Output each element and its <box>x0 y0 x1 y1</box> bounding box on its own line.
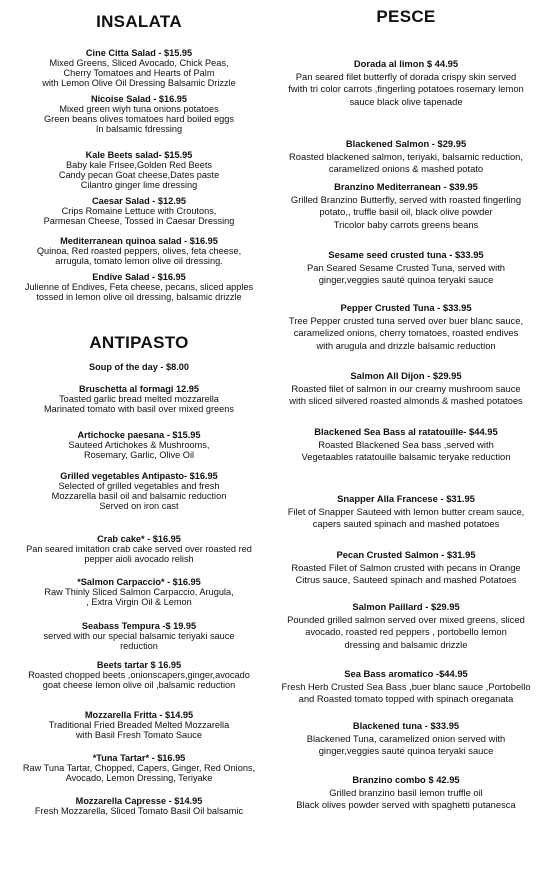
menu-item-description-line: Traditional Fried Breaded Melted Mozzarella <box>48 720 230 730</box>
menu-item-description-line: Crips Romaine Lettuce with Croutons, <box>61 206 217 216</box>
menu-item-description-line: capers sauted spinach and mashed potatoes <box>312 518 500 530</box>
menu-item <box>0 660 278 690</box>
menu-item-description-line: Rosemary, Garlic, Olive Oil <box>83 450 195 460</box>
menu-item <box>270 720 542 758</box>
menu-item-description-line: ginger,veggies sauté quinoa teryaki sauce <box>318 745 494 757</box>
menu-item <box>270 138 542 176</box>
menu-item-name: Beets tartar $ 16.95 <box>96 660 182 670</box>
menu-item <box>0 710 278 740</box>
menu-item-name: Sea Bass aromatico -$44.95 <box>344 668 468 679</box>
menu-item-name: Branzino combo $ 42.95 <box>352 774 460 785</box>
menu-item <box>0 753 278 783</box>
menu-item-name: Grilled vegetables Antipasto- $16.95 <box>60 471 218 481</box>
menu-item-description-line: Raw Thinly Sliced Salmon Carpaccio, Arugula, <box>44 587 234 597</box>
menu-item-description-line: and Roasted tomato topped with spinach oreganata <box>298 693 514 705</box>
menu-item-description-line: Candy pecan Goat cheese,Dates paste <box>58 170 220 180</box>
menu-item-description-line: served with our special balsamic teriyaki sauce <box>43 631 235 641</box>
menu-item-name: Blackened Salmon - $29.95 <box>345 138 467 149</box>
menu-item-description-line: Selected of grilled vegetables and fresh <box>58 481 220 491</box>
menu-item-name: Sesame seed crusted tuna - $33.95 <box>328 249 484 260</box>
menu-item-description-line: with arugula and drizzle balsamic reduction <box>316 339 496 351</box>
menu-item-description-line: goat cheese lemon olive oil ,balsamic reduction <box>42 680 236 690</box>
menu-item <box>270 774 542 812</box>
menu-item-name: Soup of the day - $8.00 <box>88 362 190 372</box>
menu-item-description-line: , Extra Virgin Oil & Lemon <box>86 597 192 607</box>
menu-item-description-line: with sliced silvered roasted almonds & mashed potatoes <box>289 395 523 407</box>
menu-item-description-line: Filet of Snapper Sauteed with lemon butter cream sauce, <box>287 505 525 517</box>
menu-item <box>0 362 278 372</box>
menu-item-description-line: with Lemon Olive Oil Dressing Balsamic Drizzle <box>42 78 236 88</box>
menu-item-description-line: Sauteed Artichokes & Mushrooms, <box>68 440 210 450</box>
menu-item-name: Bruschetta al formagi 12.95 <box>79 384 199 394</box>
menu-item <box>0 430 278 460</box>
menu-item-description-line: Pan seared imitation crab cake served over roasted red <box>26 544 252 554</box>
menu-item-description-line: Julienne of Endives, Feta cheese, pecans, sliced apples <box>24 282 254 292</box>
menu-item-description-line: Parmesan Cheese, Tossed in Caesar Dressing <box>43 216 235 226</box>
menu-item <box>0 94 278 134</box>
menu-item-name: *Salmon Carpaccio* - $16.95 <box>77 577 201 587</box>
menu-item <box>0 577 278 607</box>
menu-item-description-line: Roasted Blackened Sea bass ,served with <box>318 438 494 450</box>
menu-item-description-line: caramelized onions & mashed potato <box>328 163 484 175</box>
menu-item <box>0 150 278 190</box>
menu-item <box>0 796 278 816</box>
menu-item-description-line: Toasted garlic bread melted mozzarella <box>59 394 219 404</box>
menu-item-description-line: Roasted filet of salmon in our creamy mushroom sauce <box>291 382 521 394</box>
menu-item-name: Mozzarella Capresse - $14.95 <box>75 796 203 806</box>
menu-item-name: Endive Salad - $16.95 <box>92 272 186 282</box>
menu-item <box>0 236 278 266</box>
menu-item-name: Kale Beets salad- $15.95 <box>85 150 193 160</box>
menu-item-description-line: Pan Seared Sesame Crusted Tuna, served with <box>306 261 506 273</box>
menu-item-description-line: ginger,veggies sauté quinoa teryaki sauce <box>318 274 494 286</box>
menu-item-description-line: Roasted blackened salmon, teriyaki, balsamic reduction, <box>289 150 523 162</box>
menu-item-description-line: Quinoa, Red roasted peppers, olives, feta cheese, <box>36 246 242 256</box>
menu-item-name: Snapper Alla Francese - $31.95 <box>337 493 475 504</box>
menu-item-description-line: Roasted chopped beets ,onionscapers,ginger,avocado <box>28 670 250 680</box>
menu-item <box>0 48 278 88</box>
menu-item-description-line: Grilled Branzino Butterfly, served with roasted fingerling <box>290 193 522 205</box>
menu-item-description-line: Green beans olives tomatoes hard boiled eggs <box>44 114 234 124</box>
menu-item <box>0 621 278 651</box>
menu-item <box>270 370 542 408</box>
menu-item-description-line: Cherry Tomatoes and Hearts of Palm <box>63 68 215 78</box>
menu-item <box>0 471 278 511</box>
menu-item-name: Blackened Sea Bass al ratatouille- $44.95 <box>314 426 498 437</box>
menu-item-name: Mediterranean quinoa salad - $16.95 <box>60 236 218 246</box>
menu-item <box>270 668 542 706</box>
menu-item-description-line: Tree Pepper crusted tuna served over buer blanc sauce, <box>288 314 524 326</box>
section-title-insalata: INSALATA <box>96 12 182 31</box>
menu-item-name: Caesar Salad - $12.95 <box>92 196 186 206</box>
menu-item-description-line: reduction <box>120 641 158 651</box>
menu-item-name: Dorada al limon $ 44.95 <box>353 58 459 69</box>
menu-item-description-line: Tricolor baby carrots greens beans <box>333 218 479 230</box>
menu-item-name: Branzino Mediterranean - $39.95 <box>334 181 478 192</box>
menu-item-name: Nicoise Salad - $16.95 <box>90 94 187 104</box>
menu-item <box>270 493 542 531</box>
menu-item-name: Cine Citta Salad - $15.95 <box>85 48 193 58</box>
menu-item-description-line: Black olives powder served with spaghetti putanesca <box>296 799 516 811</box>
menu-item-description-line: In balsamic fdressing <box>95 124 183 134</box>
menu-item-name: Crab cake* - $16.95 <box>97 534 181 544</box>
menu-item-description-line: sauce black olive tapenade <box>349 95 463 107</box>
menu-item-name: Artichocke paesana - $15.95 <box>77 430 201 440</box>
menu-item-description-line: dressing and balsamic drizzle <box>344 638 468 650</box>
menu-item-description-line: Fresh Herb Crusted Sea Bass ,buer blanc sauce ,Portobello <box>281 680 531 692</box>
menu-item-name: Mozzarella Fritta - $14.95 <box>84 710 194 720</box>
menu-item <box>270 426 542 464</box>
menu-item-description-line: Baby kale Frisee,Golden Red Beets <box>65 160 213 170</box>
menu-item-description-line: pepper aioli avocado relish <box>84 554 194 564</box>
section-title-antipasto: ANTIPASTO <box>89 333 189 352</box>
menu-item-name: Salmon All Dijon - $29.95 <box>350 370 462 381</box>
menu-item-description-line: Mixed green wiyh tuna onions potatoes <box>59 104 219 114</box>
menu-item-description-line: caramelized onions, cherry tomatoes, roasted endives <box>293 327 519 339</box>
menu-item-description-line: tossed in lemon olive oil dressing, balsamic drizzle <box>36 292 242 302</box>
menu-item-name: Salmon Paillard - $29.95 <box>352 601 460 612</box>
menu-item <box>0 534 278 564</box>
section-title-pesce: PESCE <box>376 7 436 26</box>
menu-item-description-line: Cilantro ginger lime dressing <box>80 180 198 190</box>
menu-item-name: *Tuna Tartar* - $16.95 <box>92 753 186 763</box>
menu-item-description-line: Mixed Greens, Sliced Avocado, Chick Peas, <box>49 58 229 68</box>
menu-item-description-line: Fresh Mozzarella, Sliced Tomato Basil Oil balsamic <box>34 806 244 816</box>
menu-item-description-line: Served on iron cast <box>99 501 179 511</box>
menu-item <box>270 249 542 287</box>
menu-item-name: Blackened tuna - $33.95 <box>352 720 460 731</box>
menu-item-description-line: Blackened Tuna, caramelized onion served with <box>306 732 506 744</box>
menu-item-description-line: avocado, roasted red peppers , portobello lemon <box>305 626 507 638</box>
menu-item-description-line: with Basil Fresh Tomato Sauce <box>76 730 202 740</box>
menu-item <box>270 302 542 352</box>
menu-item-description-line: Roasted Filet of Salmon crusted with pecans in Orange <box>291 561 521 573</box>
menu-item-description-line: Vegetaables ratatouille balsamic teryake reduction <box>301 451 511 463</box>
menu-item-description-line: Pan seared filet butterfly of dorada crispy skin served <box>295 70 517 82</box>
menu-item-name: Pecan Crusted Salmon - $31.95 <box>336 549 476 560</box>
menu-item-description-line: Citrus sauce, Sauteed spinach and mashed Potatoes <box>295 574 517 586</box>
menu-item <box>270 549 542 587</box>
menu-item-description-line: fwith tri color carrots ,fingerling potatoes rosemary lemon <box>288 83 524 95</box>
menu-item <box>270 181 542 231</box>
menu-item-description-line: potato,, truffle basil oil, black olive powder <box>319 206 493 218</box>
menu-item-description-line: Pounded grilled salmon served over mixed greens, sliced <box>287 613 525 625</box>
menu-item-description-line: Mozzarella basil oil and balsamic reduction <box>51 491 227 501</box>
menu-item-name: Pepper Crusted Tuna - $33.95 <box>340 302 472 313</box>
menu-item <box>270 58 542 108</box>
menu-item <box>270 601 542 651</box>
menu-item-name: Seabass Tempura -$ 19.95 <box>81 621 197 631</box>
menu-item <box>0 384 278 414</box>
menu-item-description-line: Raw Tuna Tartar, Chopped, Capers, Ginger, Red Onions, <box>22 763 256 773</box>
menu-item-description-line: Marinated tomato with basil over mixed greens <box>44 404 234 414</box>
menu-item-description-line: arrugula, tomato lemon olive oil dressing. <box>55 256 223 266</box>
menu-item <box>0 272 278 302</box>
menu-item-description-line: Avocado, Lemon Dressing, Teriyake <box>65 773 213 783</box>
menu-item-description-line: Grilled branzino basil lemon truffle oil <box>329 786 483 798</box>
menu-item <box>0 196 278 226</box>
